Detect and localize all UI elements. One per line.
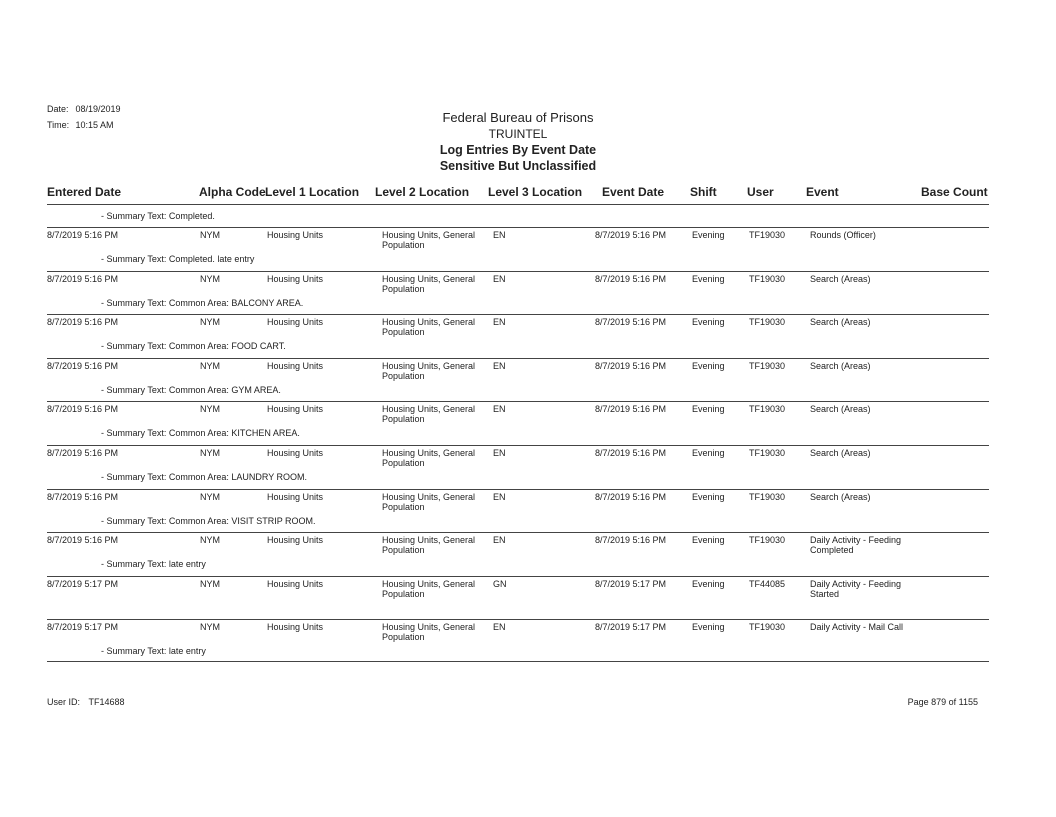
cell-level2-location: Housing Units, General Population [382,448,476,468]
report-time [47,120,114,130]
row-rule [47,401,989,402]
cell-level2-location: Housing Units, General Population [382,273,476,294]
row-rule [47,314,989,315]
cell-event-date: 8/7/2019 5:17 PM [595,622,667,633]
cell-level3-location: GN [493,578,507,589]
cell-event: Search (Areas) [810,404,871,415]
summary-text: - Summary Text: Completed. late entry [101,254,255,264]
cell-shift: Evening [692,360,725,371]
cell-user: TF19030 [749,404,786,415]
cell-entered-date: 8/7/2019 5:16 PM [47,491,119,502]
cell-level1-location: Housing Units [267,578,324,589]
cell-entered-date: 8/7/2019 5:17 PM [47,622,119,633]
row-rule [47,445,989,446]
cell-event-date: 8/7/2019 5:16 PM [595,535,667,546]
top-summary-text: - Summary Text: Completed. [101,211,215,221]
cell-alpha-code: NYM [200,491,220,502]
classification-label: Sensitive But Unclassified [439,159,597,173]
cell-alpha-code: NYM [200,622,220,633]
footer-user [47,697,125,707]
cell-level1-location: Housing Units [267,404,324,415]
cell-event-date: 8/7/2019 5:16 PM [595,360,667,371]
cell-event: Search (Areas) [810,448,871,458]
row-rule [47,227,989,228]
user-id-label: User ID: [47,697,81,707]
cell-alpha-code: NYM [200,273,220,284]
cell-level3-location: EN [493,360,506,371]
col-level1-location: Level 1 Location [265,185,360,199]
date-value: 08/19/2019 [75,104,121,114]
cell-alpha-code: NYM [200,535,220,546]
system-name: TRUINTEL [488,127,548,141]
col-level3-location: Level 3 Location [488,185,583,199]
cell-user: TF19030 [749,491,786,502]
cell-shift: Evening [692,491,725,502]
cell-level1-location: Housing Units [267,273,324,284]
cell-shift: Evening [692,273,725,284]
table-header [47,185,989,205]
cell-user: TF19030 [749,273,786,284]
cell-entered-date: 8/7/2019 5:16 PM [47,404,119,415]
cell-level1-location: Housing Units [267,230,324,240]
cell-level1-location: Housing Units [267,491,324,502]
cell-entered-date: 8/7/2019 5:16 PM [47,360,119,371]
cell-shift: Evening [692,535,725,546]
cell-entered-date: 8/7/2019 5:16 PM [47,273,119,284]
cell-user: TF19030 [749,317,786,328]
cell-level2-location: Housing Units, General Population [382,535,476,556]
summary-text: - Summary Text: Common Area: LAUNDRY ROOM. [101,472,308,482]
cell-level1-location: Housing Units [267,448,324,458]
cell-shift: Evening [692,230,725,240]
col-entered-date: Entered Date [47,185,122,199]
cell-alpha-code: NYM [200,317,220,328]
cell-level2-location: Housing Units, General Population [382,404,476,425]
cell-event-date: 8/7/2019 5:16 PM [595,448,667,458]
col-alpha-code: Alpha Code [199,185,266,199]
cell-shift: Evening [692,317,725,328]
cell-level2-location: Housing Units, General Population [382,491,476,512]
cell-level1-location: Housing Units [267,360,324,371]
cell-level2-location: Housing Units, General Population [382,230,476,250]
summary-text: - Summary Text: Common Area: BALCONY AREA. [101,297,304,308]
cell-user: TF19030 [749,448,786,458]
cell-level3-location: EN [493,230,506,240]
row-rule [47,271,989,272]
cell-event: Search (Areas) [810,317,871,328]
cell-event-date: 8/7/2019 5:16 PM [595,317,667,328]
cell-alpha-code: NYM [200,404,220,415]
summary-text: - Summary Text: Common Area: FOOD CART. [101,341,286,352]
cell-level1-location: Housing Units [267,535,324,546]
time-value: 10:15 AM [75,120,114,130]
cell-event: Daily Activity - Feeding Completed [810,535,902,556]
summary-text: - Summary Text: Common Area: KITCHEN AREA. [101,428,300,439]
summary-text: - Summary Text: Common Area: VISIT STRIP ROOM. [101,515,316,526]
cell-user: TF44085 [749,578,786,589]
cell-entered-date: 8/7/2019 5:16 PM [47,230,119,240]
cell-user: TF19030 [749,622,786,633]
row-rule [47,532,989,533]
summary-text: - Summary Text: late entry [101,559,206,570]
cell-event-date: 8/7/2019 5:16 PM [595,230,667,240]
cell-alpha-code: NYM [200,578,220,589]
cell-event: Search (Areas) [810,491,871,502]
col-level2-location: Level 2 Location [375,185,470,199]
time-label: Time: [47,120,70,130]
cell-level1-location: Housing Units [267,622,324,633]
row-rule [47,619,989,620]
cell-entered-date: 8/7/2019 5:16 PM [47,448,119,458]
cell-level2-location: Housing Units, General Population [382,317,476,338]
col-user: User [747,185,774,199]
report-date [47,104,121,114]
col-base-count: Base Count [921,185,988,199]
cell-shift: Evening [692,622,725,633]
cell-event: Daily Activity - Feeding Started [810,578,902,599]
col-event-date: Event Date [602,185,665,199]
cell-alpha-code: NYM [200,360,220,371]
cell-level2-location: Housing Units, General Population [382,578,476,599]
cell-event-date: 8/7/2019 5:16 PM [595,404,667,415]
cell-level2-location: Housing Units, General Population [382,360,476,381]
cell-alpha-code: NYM [200,448,220,458]
table-end-rule [47,661,989,662]
header-rule [47,204,989,205]
cell-event: Search (Areas) [810,360,871,371]
org-name: Federal Bureau of Prisons [442,110,594,125]
cell-level3-location: EN [493,491,506,502]
row-rule [47,489,989,490]
col-event: Event [806,185,839,199]
user-id-value: TF14688 [88,697,125,707]
cell-user: TF19030 [749,535,786,546]
cell-level2-location: Housing Units, General Population [382,622,476,643]
cell-shift: Evening [692,578,725,589]
cell-alpha-code: NYM [200,230,220,240]
date-label: Date: [47,104,69,114]
col-shift: Shift [690,185,717,199]
cell-level3-location: EN [493,273,506,284]
cell-level3-location: EN [493,622,506,633]
cell-entered-date: 8/7/2019 5:16 PM [47,535,119,546]
cell-user: TF19030 [749,230,786,240]
cell-event: Search (Areas) [810,273,871,284]
report-title: Log Entries By Event Date [439,143,597,157]
cell-level3-location: EN [493,535,506,546]
page-number: Page 879 of 1155 [907,697,978,707]
cell-level3-location: EN [493,317,506,328]
report-title-block [330,110,706,174]
cell-entered-date: 8/7/2019 5:17 PM [47,578,119,589]
summary-text: - Summary Text: late entry [101,646,206,657]
summary-text: - Summary Text: Common Area: GYM AREA. [101,384,281,395]
cell-shift: Evening [692,448,725,458]
cell-event-date: 8/7/2019 5:17 PM [595,578,667,589]
row-rule [47,576,989,577]
cell-event-date: 8/7/2019 5:16 PM [595,491,667,502]
cell-level1-location: Housing Units [267,317,324,328]
cell-user: TF19030 [749,360,786,371]
cell-event-date: 8/7/2019 5:16 PM [595,273,667,284]
cell-level3-location: EN [493,448,506,458]
cell-event: Daily Activity - Mail Call [810,622,904,633]
cell-level3-location: EN [493,404,506,415]
row-rule [47,358,989,359]
cell-event: Rounds (Officer) [810,230,876,240]
cell-entered-date: 8/7/2019 5:16 PM [47,317,119,328]
cell-shift: Evening [692,404,725,415]
